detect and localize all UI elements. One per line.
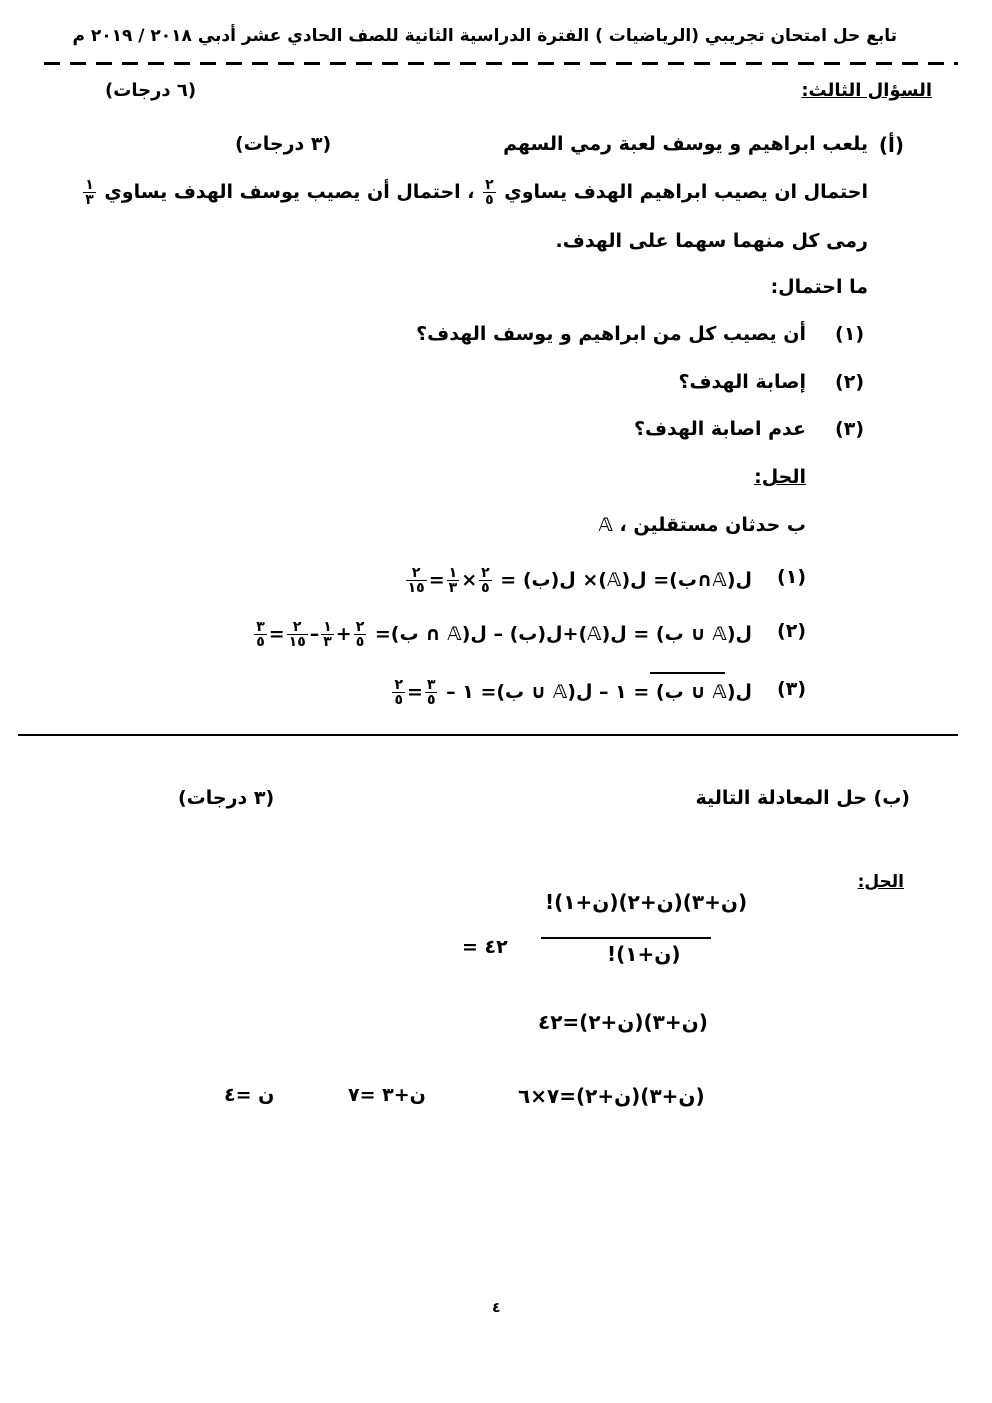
complement-overline xyxy=(650,672,725,674)
question-1-text: أن يصيب كل من ابراهيم و يوسف الهدف؟ xyxy=(416,323,806,345)
header-dashed-divider xyxy=(44,62,958,65)
page-number: ٤ xyxy=(492,1300,501,1316)
part-b-label: (ب) حل المعادلة التالية xyxy=(695,787,910,809)
part-a-marks: (٣ درجات) xyxy=(235,133,332,155)
question-marks: (٦ درجات) xyxy=(105,80,197,101)
equation-answer: ن =٤ xyxy=(224,1084,275,1106)
solution-1-expression: ل(𝔸∩ب)= ل(𝔸)× ل(ب) = $\frac{٢}{٥}$ × $\frac{١}{٣}$ = $\frac{٢}{١٥}$ xyxy=(407,565,752,596)
ibrahim-prob-fraction: $\frac{٢}{٥}$ xyxy=(485,177,494,208)
part-a-intro: يلعب ابراهيم و يوسف لعبة رمي السهم xyxy=(503,133,868,155)
solution-2-expression: ل(𝔸 ∪ ب) = ل(𝔸)+ل(ب) – ل(𝔸 ∩ ب)= $\frac{٢}{٥}$ + $\frac{١}{٣}$ – $\frac{٢}{١٥}$ = $\frac{٣}{٥}$ xyxy=(256,619,752,650)
part-a-ask: ما احتمال: xyxy=(770,276,868,298)
part-b-solution-label: الحل: xyxy=(857,872,904,892)
equation-step-1: (ن+٣)(ن+٢)=٤٢ xyxy=(538,1010,708,1034)
page-header: تابع حل امتحان تجريبي (الرياضيات ) الفترة الدراسية الثانية للصف الحادي عشر أدبي ٢٠١٨ / ٢٠١٩ م xyxy=(72,26,897,46)
ibrahim-prob-text: احتمال ان يصيب ابراهيم الهدف يساوي xyxy=(504,181,868,203)
part-a-line3: رمى كل منهما سهما على الهدف. xyxy=(555,230,868,252)
solution-1-number: (١) xyxy=(777,566,806,588)
question-3-number: (٣) xyxy=(835,418,864,440)
part-b-marks: (٣ درجات) xyxy=(178,787,275,809)
question-2-number: (٢) xyxy=(835,371,864,393)
equation-step-3: ن+٣ =٧ xyxy=(348,1084,426,1106)
solution-3-expression: ل(𝔸 ∪ ب) = ١ – ل(𝔸 ∪ ب)= ١ – $\frac{٣}{٥}$ = $\frac{٢}{٥}$ xyxy=(394,677,752,708)
question-title: السؤال الثالث: xyxy=(801,80,932,101)
yousef-prob-text: ، احتمال أن يصيب يوسف الهدف يساوي xyxy=(104,181,475,203)
question-1-number: (١) xyxy=(835,323,864,345)
solution-2-number: (٢) xyxy=(777,620,806,642)
part-a-line2 xyxy=(81,178,868,207)
equation-denominator: (ن+١)! xyxy=(607,942,681,966)
equation-step-2: (ن+٣)(ن+٢)=٧×٦ xyxy=(518,1084,705,1108)
part-a-solution-label: الحل: xyxy=(754,466,806,488)
equation-rhs: = ٤٢ xyxy=(462,936,508,958)
part-a-label: (أ) xyxy=(878,133,904,157)
equation-numerator: (ن+٣)(ن+٢)(ن+١)! xyxy=(545,890,748,914)
section-divider xyxy=(18,734,958,736)
equation-fraction-bar xyxy=(541,937,711,939)
question-2-text: إصابة الهدف؟ xyxy=(678,371,806,393)
yousef-prob-fraction: $\frac{١}{٣}$ xyxy=(85,177,94,208)
question-3-text: عدم اصابة الهدف؟ xyxy=(633,418,806,440)
independent-events-statement: 𝔸 ، ب حدثان مستقلين xyxy=(598,514,806,536)
solution-3-number: (٣) xyxy=(777,678,806,700)
